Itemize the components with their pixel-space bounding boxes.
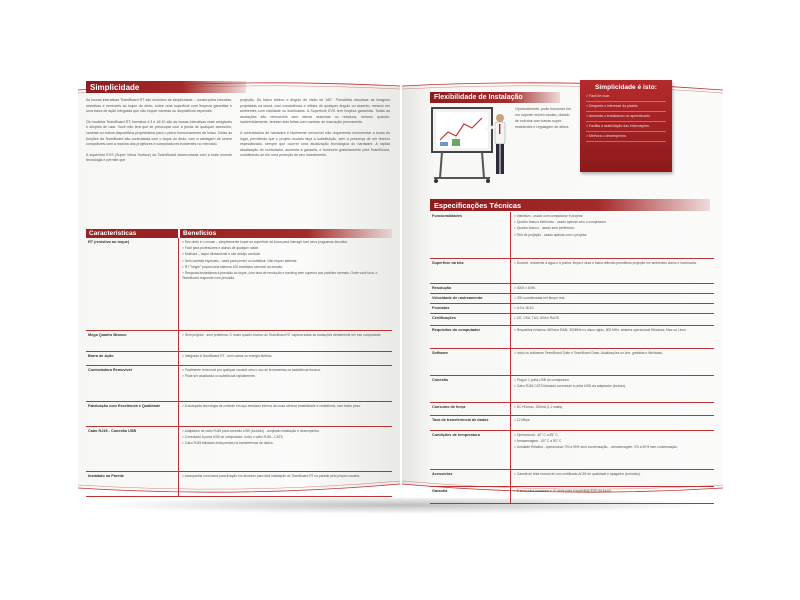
row-value: > Facilmente removível por qualquer usuário sem o uso de ferramentas ou assistência técnica.	[182, 368, 321, 372]
row-label: Condições de temperatura	[432, 433, 480, 437]
table-row	[430, 294, 714, 304]
row-value: > Armazenagem: -40° C a 50° C.	[514, 439, 563, 444]
row-value: > Conectado à porta USB do computador. Inclui o cabo RJ45 - CAT5.	[182, 435, 284, 440]
section-title-especificacoes: Especificações Técnicas	[430, 199, 710, 211]
table-row	[86, 402, 392, 427]
row-label: Velocidade de rastreamento	[432, 296, 483, 300]
row-value: > Pode ser atualizada ou substituída rapidamente.	[182, 374, 256, 379]
row-value: > Sem projetor - sem problema. O modo quadro branco do TeamBoard RT captura todas as anotações diretamente em seu computador.	[182, 333, 382, 337]
row-values	[178, 472, 392, 496]
row-value: > 12 Mbps.	[514, 418, 531, 422]
intro-column-2	[240, 98, 390, 159]
row-value: > RT "single" proporciona sistema 100 imediatos sensível ao desafio.	[182, 264, 284, 269]
row-value: > Sem canetas especiais - nada para perder ou substituir. Não requer baterias.	[182, 258, 298, 263]
paragraph: As lousas interativas TeamBoard RT são sinônimo de simplicidade – construções robustas, resistivas e sensíveis ao toque do dedo, sobre uma superfície com limpeza garantida e uma barra de ação integrada que não requer canetas ou dispositivos especiais.	[86, 98, 232, 114]
row-label: Barra de Ação	[88, 354, 114, 358]
table-row	[430, 487, 714, 504]
section-title-simplicidade: Simplicidade	[86, 81, 246, 93]
row-values	[510, 294, 714, 303]
section-title-flexibilidade: Flexibilidade de Instalação	[430, 92, 560, 103]
simplicity-box	[580, 80, 672, 172]
simplicity-box-item: > Fácil de usar.	[586, 92, 666, 102]
table-row	[86, 352, 392, 366]
row-value: > Requisitos mínimos: 600mhz RAM, 300MHz no disco rígido, 500 MHz, sistema operacional Windows, Mac ou Linux.	[514, 328, 687, 332]
row-value: > Plug-in 1 porta USB do computador.	[514, 378, 570, 382]
table-row	[430, 259, 714, 284]
row-label: Requisitos do computador	[432, 328, 481, 332]
row-value: > 5 anos para hardware e 10 anos para a superfície EVS da lousa.	[514, 489, 612, 493]
table-row	[430, 349, 714, 376]
row-label: Cabo RJ45 - Conexão USB	[88, 429, 137, 433]
row-values	[178, 402, 392, 426]
row-values	[510, 212, 714, 258]
row-values	[178, 352, 392, 365]
row-values	[178, 366, 392, 401]
row-value: > Multiuso – toque diretamente e use desejo conduzir.	[182, 252, 262, 257]
row-label: Software	[432, 351, 449, 355]
row-value: > Durável, resistente à água e à poeira, limpa e seca e baixa reflexão permitindo projeção em ambientes claros e iluminados.	[514, 261, 697, 265]
row-values	[510, 304, 714, 313]
table-row	[430, 314, 714, 326]
row-values	[510, 349, 714, 375]
row-values	[178, 331, 392, 351]
row-values	[178, 427, 392, 471]
table-row	[430, 326, 714, 349]
row-values	[510, 284, 714, 293]
row-value: > Inclui os softwares TeamBoard Suite e TeamBoard Draw. Atualizações on-line, gratuitas e ilimitadas.	[514, 351, 663, 355]
simplicity-box-list	[580, 91, 672, 143]
row-value: > Caneta de tinta removível com certificado ACMI de qualidade e apagador (incluídos).	[514, 472, 641, 476]
row-label: Consumo de força	[432, 405, 466, 409]
row-label: Controladora Removível	[88, 368, 132, 372]
table-row	[86, 427, 392, 472]
row-values	[510, 314, 714, 325]
row-label: Funcionalidades	[432, 214, 462, 218]
row-label: Taxa de transferência de dados	[432, 418, 489, 422]
row-value: > 4000 x 4096.	[514, 286, 536, 290]
row-values	[510, 259, 714, 283]
row-value: > 200 coordenadas em tempo real.	[514, 296, 566, 300]
table-row	[430, 431, 714, 470]
row-label: Mega Quadro Branco	[88, 333, 127, 337]
row-value: > Fácil para professores e alunos de qualquer idade.	[182, 246, 260, 251]
row-value: > CE, CSA, TUV, ADA e RoHS.	[514, 316, 560, 320]
row-value: > DC+5Vmax, 300mA (1,2 watts).	[514, 405, 564, 409]
row-value: > Operacional: -40° C a 55° C.	[514, 433, 559, 437]
table-row	[430, 212, 714, 259]
header-caracteristicas: Características	[86, 229, 178, 238]
simplicity-box-title: Simplicidade é isto:	[595, 84, 657, 91]
table-row	[430, 284, 714, 294]
features-table-header	[86, 229, 392, 238]
row-value: > Tela de projeção - usado apenas com o projetor.	[514, 232, 588, 237]
table-row	[86, 366, 392, 402]
row-value: > Quadro branco - usado sem periféricos.	[514, 226, 575, 231]
row-values	[510, 376, 714, 402]
row-label: Garantia	[432, 489, 448, 493]
row-label: Certificações	[432, 316, 456, 320]
simplicity-box-item: > Desperta o interesse da plateia.	[586, 102, 666, 112]
flexibility-description: Opcionalmente, pode funcionar em um suporte móvel robusto, dotado de rodízios com travas super-resistentes e regulagem de altura.	[515, 107, 571, 129]
row-value: > Resposta instantânea à precisão ao toque, com taxa de resolução e tracking bem superior aos padrões normais. Onde você toca, o TeamBoard responde com precisão.	[182, 270, 378, 280]
row-values	[510, 470, 714, 486]
paragraph: Os modelos TeamBoard RT, formatos 4:3 e 16:10 são as lousas interativas mais amigáveis e simples de usar. Você não terá que se preocupar com a perda de qualquer acessório, canetas ou outros dispositivos proprietários para o pleno funcionamento da lousa. Todas as funções da TeamBoard são controladas com o toque do dedo, com a vantagem de serem compatíveis com a maioria dos projetores e computadores existentes no mercado.	[86, 119, 232, 147]
table-row	[86, 331, 392, 352]
intro-column-1	[86, 98, 232, 164]
row-label: Formatos	[432, 306, 450, 310]
row-value: > Quadro branco eletrônico - usado apenas com o computador.	[514, 220, 607, 225]
whiteboard-stand-illustration	[430, 104, 512, 184]
table-row	[430, 403, 714, 416]
row-value: > Umidade Relativa - operacional: 0% a 90% sem condensação. - armazenagem: 0% a 90% sem condensação.	[514, 445, 678, 450]
row-value: > Interativo - usado com computador e projetor.	[514, 214, 584, 218]
simplicity-box-item: > Melhora o desempenho.	[586, 132, 666, 142]
row-value: > Cabo RJ45 blindado evita perdas na transferência de dados.	[182, 441, 274, 446]
row-label: Instalado na Parede	[88, 474, 124, 478]
row-value: > Integrada à TeamBoard RT - sem cabos ou energia elétrica.	[182, 354, 273, 358]
header-beneficios: Benefícios	[180, 229, 392, 238]
row-values	[510, 403, 714, 415]
row-label: Conexão	[432, 378, 449, 382]
row-value: > 4:3 e 16:10.	[514, 306, 535, 310]
row-label: Superfície da tela	[432, 261, 464, 265]
table-row	[430, 304, 714, 314]
paragraph: A contratadora de hardware é facilmente removível não requerendo movimentar a lousa do lugar, permitindo que o projeto usuário faça a substituição, sem a presença de um técnico especializado, sempre que ocorrer uma atualização tecnológica do hardware. A rápida atualização do controlador, aumenta a garantia, e fornecem gratuitamente pela TeamBoard, constituindo-se em uma proteção de seu investimento.	[240, 130, 390, 158]
table-row	[430, 470, 714, 487]
row-label: Fabricação com Excelência e Qualidade	[88, 404, 161, 408]
row-value: > Seu dedo é o mouse – simplesmente toque na superfície da lousa para interagir com seus programas favoritos.	[182, 240, 348, 244]
paragraph: projeção. Do baixo reflexo e ângulo de visão de 180°. Possibilita visualizar as imagens projetadas na lousa, com consistência e nitidez de qualquer ângulo ou assento, mesmo em ambientes com claridade ou iluminados. A Superfície EVS tem limpeza garantida. Todas as anotações são removíveis sem deixar manchas ou resíduos, mesmo quando, inadvertidamente, tenham sido feitas com canetas de marcação permanente.	[240, 98, 390, 125]
table-row	[86, 238, 392, 331]
row-value: > Acompanha uma barra para fixação em alumínio para fácil instalação do TeamBoard RT na parede pelo próprio usuário.	[182, 474, 361, 478]
row-value: > A avançada tecnologia de controle em aço reciclado interna da lousa oferece estabilidade e resistência, com baixo peso.	[182, 404, 361, 408]
row-value: > Adaptador de cabo RJ45 para conexão USB (incluído) - ampliado instalação e desempenho.	[182, 429, 320, 433]
simplicity-box-item: > Aumenta o entusiasmo no aprendizado.	[586, 112, 666, 122]
row-label: RT (resistivo ao toque)	[88, 240, 130, 244]
features-table	[86, 229, 392, 497]
specs-table	[430, 212, 714, 504]
table-row	[430, 416, 714, 431]
table-row	[86, 472, 392, 497]
paragraph: A superfície EVS (Super Versa Surface) do TeamBoard desenvolvida com a mais recente tecnologia e permite que	[86, 152, 232, 163]
row-label: Resolução	[432, 286, 452, 290]
row-values	[510, 487, 714, 503]
row-value: > Cabo RJ45 CAT5 blindado conectado à porta USB via adaptador (incluso).	[514, 384, 627, 389]
row-values	[510, 416, 714, 430]
simplicity-box-item: > Facilita a assimilação das informações.	[586, 122, 666, 132]
row-values	[510, 431, 714, 469]
row-label: Acessórios	[432, 472, 453, 476]
table-row	[430, 376, 714, 403]
row-values	[178, 238, 392, 330]
row-values	[510, 326, 714, 348]
